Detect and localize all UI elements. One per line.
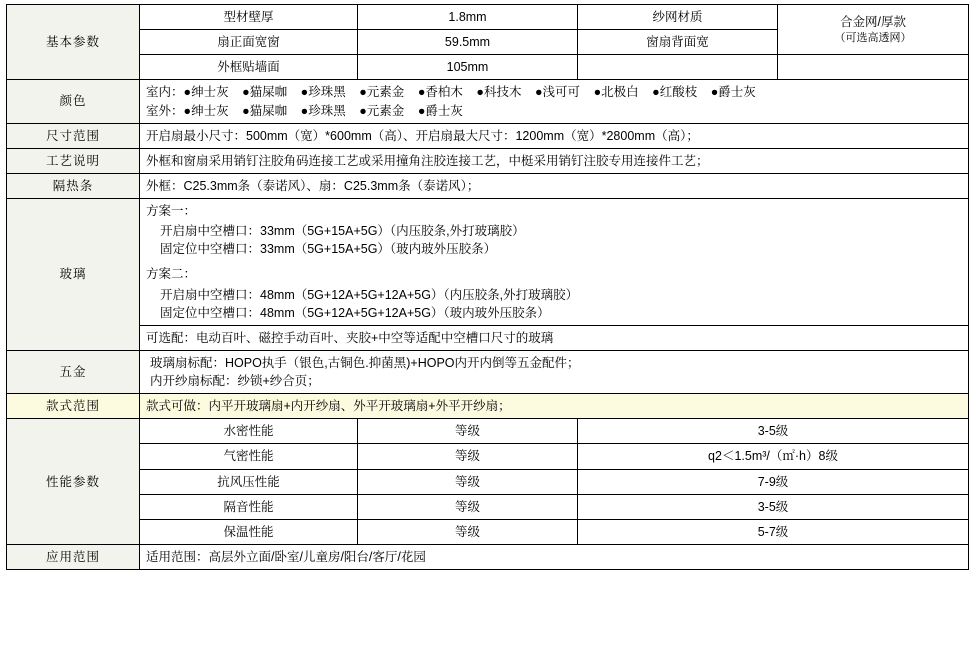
row-label-application: 应用范围 xyxy=(7,544,140,569)
performance-value-4: 5-7级 xyxy=(578,519,969,544)
color-separator xyxy=(347,104,360,118)
table-row xyxy=(7,544,969,569)
color-separator xyxy=(522,85,535,99)
color-indoor-swatch-4: ●香柏木 xyxy=(417,85,463,100)
table-row xyxy=(7,394,969,419)
row-label-basic: 基本参数 xyxy=(7,5,140,80)
glass-plan2-line2: 固定位中空槽口：48mm（5G+12A+5G+12A+5G）（玻内玻外压胶条） xyxy=(160,305,550,320)
glass-plan2-title: 方案二： xyxy=(146,267,197,282)
row-label-color: 颜色 xyxy=(7,80,140,123)
performance-name-4: 保温性能 xyxy=(140,519,358,544)
color-outdoor-swatch-1: ●猫屎咖 xyxy=(242,103,288,118)
color-indoor-swatch-3: ●元素金 xyxy=(359,85,405,100)
row-label-craft: 工艺说明 xyxy=(7,148,140,173)
color-separator xyxy=(288,85,301,99)
row-label-glass: 玻璃 xyxy=(7,199,140,351)
basic-key-3: 扇正面宽窗 xyxy=(140,30,358,55)
performance-name-2: 抗风压性能 xyxy=(140,469,358,494)
glass-plan1-line2: 固定位中空槽口：33mm（5G+15A+5G）（玻内玻外压胶条） xyxy=(160,242,497,257)
color-indoor-swatch-0: ●绅士灰 xyxy=(183,85,229,100)
craft-value: 外框和窗扇采用销钉注胶角码连接工艺或采用撞角注胶连接工艺，中梃采用销钉注胶专用连接件工艺； xyxy=(140,148,969,173)
color-indoor-swatch-8: ●红酸枝 xyxy=(652,85,698,100)
row-label-insulation: 隔热条 xyxy=(7,173,140,198)
basic-key-2: 纱网材质 xyxy=(578,5,778,30)
table-row xyxy=(7,173,969,198)
color-outdoor-swatch-2: ●珍珠黑 xyxy=(300,103,346,118)
color-separator xyxy=(405,85,418,99)
glass-plan1-title: 方案一： xyxy=(146,204,197,218)
basic-empty-2 xyxy=(778,55,969,80)
color-indoor-swatch-1: ●猫屎咖 xyxy=(242,85,288,100)
performance-grade-4: 等级 xyxy=(358,519,578,544)
row-label-hardware: 五金 xyxy=(7,350,140,393)
table-row xyxy=(7,148,969,173)
color-outdoor-prefix: 室外： xyxy=(146,103,184,118)
hardware-cell xyxy=(140,350,969,393)
basic-key-4: 窗扇背面宽 xyxy=(578,30,778,55)
color-indoor-swatch-5: ●科技木 xyxy=(476,85,522,100)
color-separator xyxy=(288,104,301,118)
color-indoor-prefix: 室内： xyxy=(146,85,184,100)
color-indoor-swatch-6: ●浅可可 xyxy=(534,85,581,100)
color-indoor-swatch-9: ●爵士灰 xyxy=(710,85,756,100)
color-indoor-line xyxy=(146,83,962,101)
table-row xyxy=(7,5,969,30)
style-value: 款式可做：内平开玻璃扇+内开纱扇、外平开玻璃扇+外平开纱扇； xyxy=(140,394,969,419)
color-separator xyxy=(581,85,594,99)
performance-value-0: 3-5级 xyxy=(578,419,969,444)
table-row xyxy=(7,519,969,544)
insulation-value: 外框：C25.3mm条（泰诺风）、扇：C25.3mm条（泰诺风）； xyxy=(140,173,969,198)
color-separator xyxy=(405,104,418,118)
color-outdoor-swatch-0: ●绅士灰 xyxy=(183,103,229,118)
hardware-line-1: 玻璃扇标配：HOPO执手（银色,古铜色.抑菌黑)+HOPO内开内倒等五金配件； xyxy=(150,355,580,370)
color-outdoor-swatch-3: ●元素金 xyxy=(359,103,405,118)
table-row xyxy=(7,199,969,326)
hardware-line-2: 内开纱扇标配：纱锁+纱合页； xyxy=(150,374,320,388)
glass-plan2-line1: 开启扇中空槽口：48mm（5G+12A+5G+12A+5G）（内压胶条,外打玻璃胶） xyxy=(160,287,579,302)
glass-plan1-line1: 开启扇中空槽口：33mm（5G+15A+5G）（内压胶条,外打玻璃胶） xyxy=(160,224,525,239)
mesh-material-line2: （可选高透网） xyxy=(834,31,912,44)
color-outdoor-line xyxy=(146,102,962,120)
color-separator xyxy=(464,85,477,99)
color-indoor-swatch-7: ●北极白 xyxy=(593,85,639,100)
basic-value-2 xyxy=(778,5,969,55)
basic-key-5: 外框贴墙面 xyxy=(140,55,358,80)
size-value: 开启扇最小尺寸：500mm（宽）*600mm（高）、开启扇最大尺寸：1200mm（宽）*2800mm（高）； xyxy=(140,123,969,148)
performance-value-3: 3-5级 xyxy=(578,494,969,519)
color-outdoor-swatch-4: ●爵士灰 xyxy=(417,103,463,118)
performance-name-1: 气密性能 xyxy=(140,444,358,469)
performance-name-0: 水密性能 xyxy=(140,419,358,444)
performance-value-2: 7-9级 xyxy=(578,469,969,494)
table-row xyxy=(7,494,969,519)
table-row xyxy=(7,469,969,494)
table-row xyxy=(7,55,969,80)
performance-grade-3: 等级 xyxy=(358,494,578,519)
glass-optional: 可选配：电动百叶、磁控手动百叶、夹胶+中空等适配中空槽口尺寸的玻璃 xyxy=(140,325,969,350)
spec-sheet xyxy=(0,4,975,649)
color-cell xyxy=(140,80,969,123)
basic-value-5: 105mm xyxy=(358,55,578,80)
table-row xyxy=(7,419,969,444)
performance-grade-1: 等级 xyxy=(358,444,578,469)
row-label-size: 尺寸范围 xyxy=(7,123,140,148)
table-row xyxy=(7,325,969,350)
table-row xyxy=(7,444,969,469)
table-row xyxy=(7,123,969,148)
glass-spacer xyxy=(146,258,962,265)
glass-plans xyxy=(140,199,969,326)
basic-value-1: 1.8mm xyxy=(358,5,578,30)
row-label-performance: 性能参数 xyxy=(7,419,140,545)
basic-key-1: 型材壁厚 xyxy=(140,5,358,30)
table-row xyxy=(7,350,969,393)
performance-name-3: 隔音性能 xyxy=(140,494,358,519)
mesh-material-line1: 合金网/厚款 xyxy=(840,14,906,29)
color-indoor-swatch-2: ●珍珠黑 xyxy=(300,85,346,100)
basic-empty-1 xyxy=(578,55,778,80)
color-separator xyxy=(698,85,711,99)
performance-value-1: q2＜1.5m³/（㎡·h）8级 xyxy=(578,444,969,469)
application-value: 适用范围：高层外立面/卧室/儿童房/阳台/客厅/花园 xyxy=(140,544,969,569)
color-separator xyxy=(640,85,653,99)
performance-grade-2: 等级 xyxy=(358,469,578,494)
color-separator xyxy=(230,104,243,118)
color-separator xyxy=(347,85,360,99)
color-separator xyxy=(230,85,243,99)
table-row xyxy=(7,80,969,123)
row-label-style: 款式范围 xyxy=(7,394,140,419)
basic-value-3: 59.5mm xyxy=(358,30,578,55)
specification-table xyxy=(6,4,969,570)
performance-grade-0: 等级 xyxy=(358,419,578,444)
